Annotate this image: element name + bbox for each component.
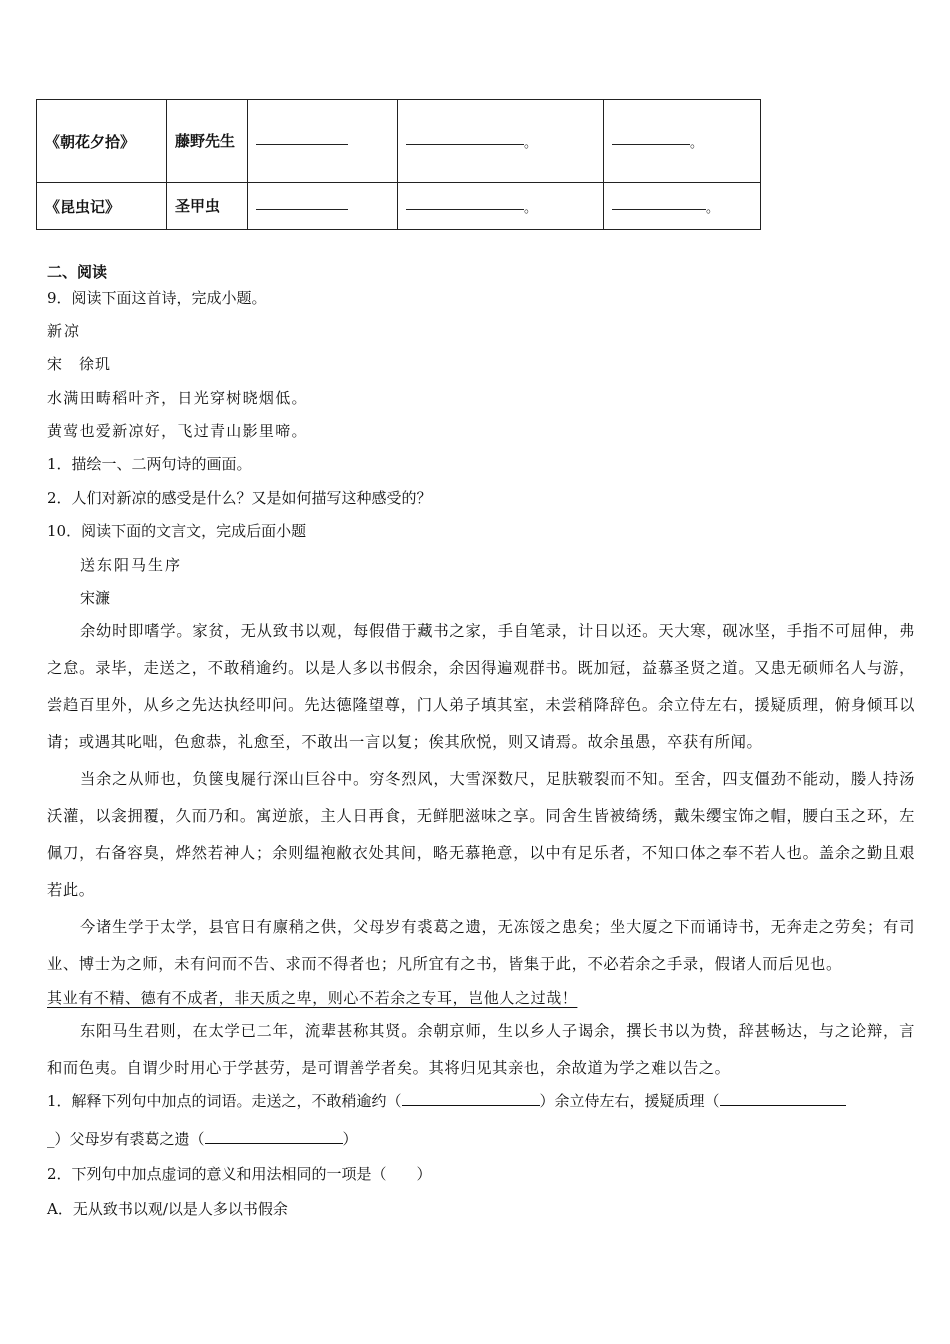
answer-blank[interactable]	[720, 1091, 846, 1106]
answer-blank-cell[interactable]	[398, 100, 604, 183]
answer-blank-cell[interactable]	[604, 100, 761, 183]
character-cell: 圣甲虫	[167, 183, 248, 230]
answer-blank[interactable]	[256, 143, 348, 145]
poem-title: 新凉	[47, 322, 82, 340]
answer-blank-cell[interactable]	[248, 183, 398, 230]
reading-notes-table	[36, 99, 761, 230]
answer-blank[interactable]	[256, 208, 348, 210]
classical-paragraph: 当余之从师也，负箧曳屣行深山巨谷中。穷冬烈风，大雪深数尺，足肤皲裂而不知。至舍，四支僵劲不能动，媵人持汤沃灌，以衾拥覆，久而乃和。寓逆旅，主人日再食，无鲜肥滋味之享。同舍生皆被绮绣，戴朱缨宝饰之帽，腰白玉之环，左佩刀，右备容臭，烨然若神人；余则缊袍敝衣处其间，略无慕艳意，以中有足乐者，不知口体之奉不若人也。盖余之勤且艰若此。	[47, 770, 915, 899]
underlined-sentence: 其业有不精、德有不成者，非天质之卑，则心不若余之专耳，岂他人之过哉！	[47, 989, 578, 1007]
answer-blank[interactable]	[406, 143, 524, 145]
question-text: _）父母岁有裘葛之遗（	[47, 1130, 205, 1148]
period: 。	[524, 135, 538, 151]
classical-paragraph: 余幼时即嗜学。家贫，无从致书以观，每假借于藏书之家，手自笔录，计日以还。天大寒，砚冰坚，手指不可屈伸，弗之怠。录毕，走送之，不敢稍逾约。以是人多以书假余，余因得遍观群书。既加冠，益慕圣贤之道。又患无硕师名人与游，尝趋百里外，从乡之先达执经叩问。先达德隆望尊，门人弟子填其室，未尝稍降辞色。余立侍左右，援疑质理，俯身倾耳以请；或遇其叱咄，色愈恭，礼愈至，不敢出一言以复；俟其欣悦，则又请焉。故余虽愚，卒获有所闻。	[47, 622, 915, 751]
sub-question-1-cont	[47, 1128, 358, 1149]
book-title-cell: 《昆虫记》	[37, 183, 167, 230]
answer-blank[interactable]	[205, 1129, 343, 1144]
book-title-cell: 《朝花夕拾》	[37, 100, 167, 183]
question-text: 1．解释下列句中加点的词语。走送之，不敢稍逾约（	[47, 1092, 402, 1110]
question-text: ）	[342, 1130, 358, 1148]
sub-question-1	[47, 1090, 846, 1111]
text-title: 送东阳马生序	[80, 556, 183, 574]
section-heading: 二、阅读	[47, 263, 108, 281]
answer-blank[interactable]	[402, 1091, 540, 1106]
poem-line: 水满田畴稻叶齐，日光穿树晓烟低。	[47, 389, 308, 407]
answer-blank-cell[interactable]	[248, 100, 398, 183]
classical-paragraph: 东阳马生君则，在太学已二年，流辈甚称其贤。余朝京师，生以乡人子谒余，撰长书以为贽，辞甚畅达，与之论辩，言和而色夷。自谓少时用心于学甚劳，是可谓善学者矣。其将归见其亲也，余故道为学之难以告之。	[47, 1022, 915, 1077]
answer-blank[interactable]	[612, 208, 706, 210]
poem-line: 黄莺也爱新凉好，飞过青山影里啼。	[47, 422, 308, 440]
classical-paragraph: 今诸生学于太学，县官日有廪稍之供，父母岁有裘葛之遗，无冻馁之患矣；坐大厦之下而诵诗书，无奔走之劳矣；有司业、博士为之师，未有问而不告、求而不得者也；凡所宜有之书，皆集于此，不必若余之手录，假诸人而后见也。	[47, 918, 915, 973]
text-author: 宋濂	[80, 589, 111, 607]
sub-question-2: 2．下列句中加点虚词的意义和用法相同的一项是（ ）	[47, 1165, 432, 1183]
sub-question: 2．人们对新凉的感受是什么？又是如何描写这种感受的？	[47, 489, 432, 507]
table-row	[37, 100, 761, 183]
answer-blank[interactable]	[612, 143, 690, 145]
period: 。	[524, 200, 538, 216]
answer-blank-cell[interactable]	[398, 183, 604, 230]
answer-blank-cell[interactable]	[604, 183, 761, 230]
poem-author: 宋 徐玑	[47, 355, 112, 373]
question-text: ）余立侍左右，援疑质理（	[539, 1092, 720, 1110]
character-cell: 藤野先生	[167, 100, 248, 183]
option-a: A．无从致书以观/以是人多以书假余	[47, 1200, 288, 1218]
sub-question: 1．描绘一、二两句诗的画面。	[47, 455, 252, 473]
question-10-prompt: 10．阅读下面的文言文，完成后面小题	[47, 522, 307, 540]
table-row	[37, 183, 761, 230]
period: 。	[690, 135, 704, 151]
answer-blank[interactable]	[406, 208, 524, 210]
period: 。	[706, 200, 720, 216]
question-9-prompt: 9．阅读下面这首诗，完成小题。	[47, 289, 267, 307]
